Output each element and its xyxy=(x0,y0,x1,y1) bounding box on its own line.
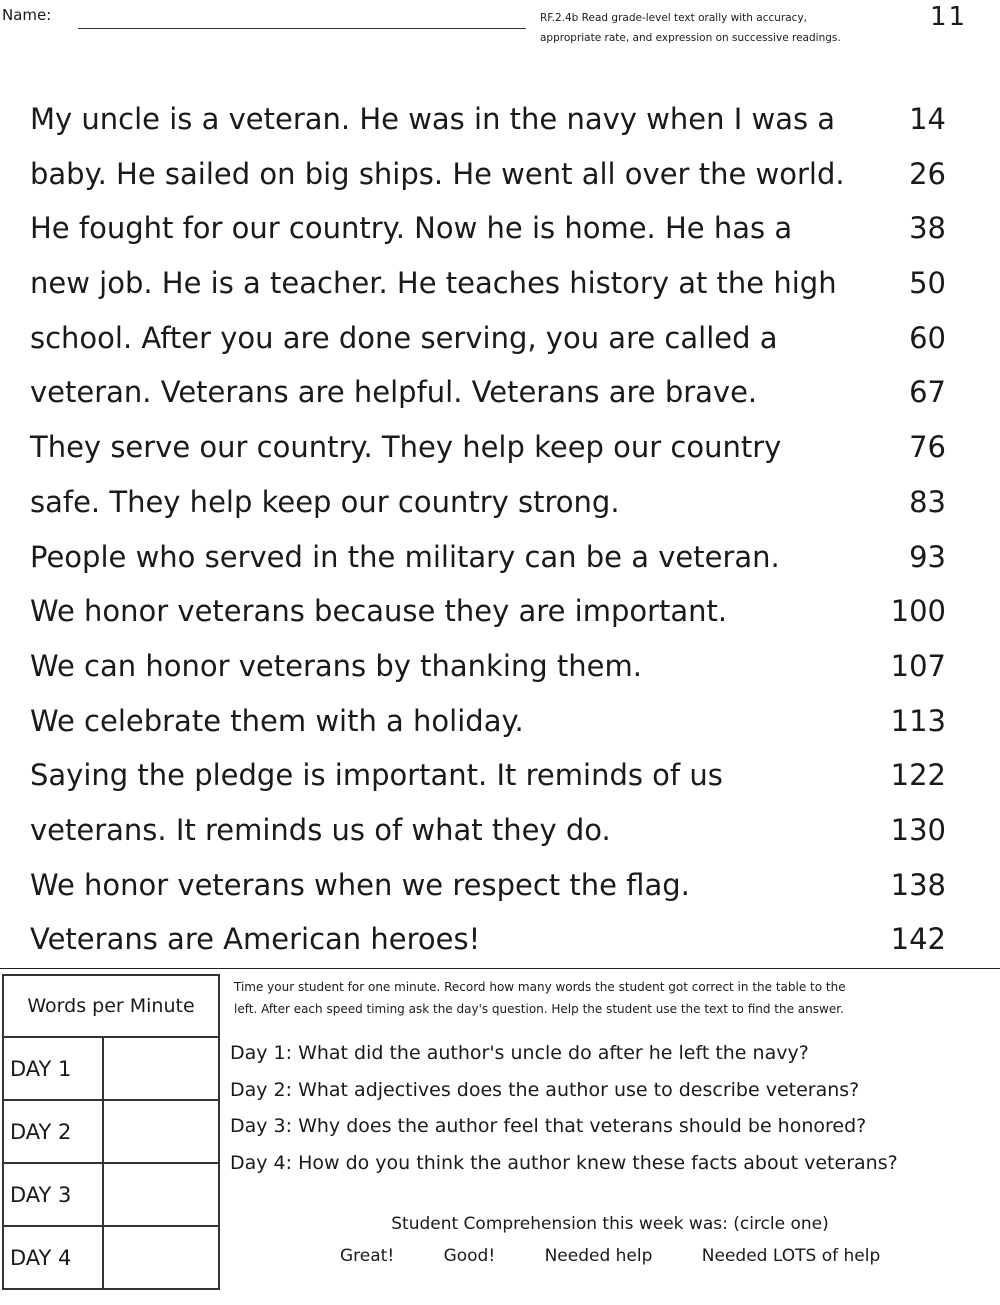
question-day-2: Day 2: What adjectives does the author use to describe veterans? xyxy=(230,1078,860,1101)
passage-line-text: safe. They help keep our country strong. xyxy=(30,484,620,519)
word-count: 138 xyxy=(890,867,946,902)
passage-line xyxy=(30,918,950,973)
passage-line xyxy=(30,262,950,317)
passage-line xyxy=(30,754,950,809)
passage-line-text: Veterans are American heroes! xyxy=(30,922,481,957)
passage-line-text: They serve our country. They help keep our country xyxy=(30,430,782,465)
passage-line-text: People who served in the military can be a veteran. xyxy=(30,539,780,574)
passage-line xyxy=(30,809,950,864)
passage-line-text: We honor veterans when we respect the flag. xyxy=(30,867,690,902)
standard-text xyxy=(540,8,940,48)
word-count: 67 xyxy=(909,375,946,410)
question-day-1: Day 1: What did the author's uncle do after he left the navy? xyxy=(230,1042,809,1064)
passage-line xyxy=(30,536,950,591)
daily-questions xyxy=(230,1038,990,1184)
worksheet-header xyxy=(0,0,1000,60)
word-count: 38 xyxy=(909,211,946,246)
passage-line xyxy=(30,645,950,700)
word-count: 76 xyxy=(909,430,946,465)
instructions-line-1: Time your student for one minute. Record how many words the student got correct in the table to the xyxy=(234,980,846,994)
table-row xyxy=(3,1100,219,1163)
section-divider xyxy=(0,968,1000,969)
passage-line-text: school. After you are done serving, you are called a xyxy=(30,320,778,355)
passage-line xyxy=(30,590,950,645)
page-number: 11 xyxy=(930,2,968,32)
word-count: 122 xyxy=(890,758,946,793)
option-good[interactable]: Good! xyxy=(443,1246,496,1266)
word-count: 107 xyxy=(890,648,946,683)
table-row xyxy=(3,1037,219,1100)
word-count: 83 xyxy=(909,484,946,519)
passage-line-text: veteran. Veterans are helpful. Veterans are brave. xyxy=(30,375,758,410)
name-input-line[interactable] xyxy=(78,28,526,29)
word-count: 50 xyxy=(909,266,946,301)
passage-line xyxy=(30,481,950,536)
wpm-entry-cell[interactable] xyxy=(103,1226,219,1289)
passage-line-text: We celebrate them with a holiday. xyxy=(30,703,524,738)
word-count: 130 xyxy=(890,812,946,847)
name-label: Name: xyxy=(2,6,52,24)
passage-line-text: veterans. It reminds us of what they do. xyxy=(30,812,611,847)
words-per-minute-table xyxy=(2,974,220,1290)
standard-line-2: appropriate rate, and expression on successive readings. xyxy=(540,32,841,44)
timing-instructions xyxy=(234,976,974,1020)
word-count: 14 xyxy=(909,102,946,136)
passage-line xyxy=(30,864,950,919)
wpm-entry-cell[interactable] xyxy=(103,1037,219,1100)
wpm-entry-cell[interactable] xyxy=(103,1163,219,1226)
question-day-3: Day 3: Why does the author feel that veterans should be honored? xyxy=(230,1115,867,1137)
word-count: 100 xyxy=(890,594,946,629)
comprehension-label: Student Comprehension this week was: (circle one) xyxy=(391,1214,829,1234)
day-label: DAY 4 xyxy=(3,1226,103,1289)
word-count: 93 xyxy=(909,539,946,574)
passage-line-text: My uncle is a veteran. He was in the navy when I was a xyxy=(30,102,836,136)
day-label: DAY 1 xyxy=(3,1037,103,1100)
option-needed-lots-of-help[interactable]: Needed LOTS of help xyxy=(701,1246,881,1266)
passage-line-text: Saying the pledge is important. It reminds of us xyxy=(30,758,723,793)
word-count: 60 xyxy=(909,320,946,355)
reading-passage xyxy=(30,98,950,973)
passage-line xyxy=(30,207,950,262)
passage-line xyxy=(30,153,950,208)
question-day-4: Day 4: How do you think the author knew these facts about veterans? xyxy=(230,1151,898,1174)
word-count: 26 xyxy=(909,156,946,191)
word-count: 113 xyxy=(890,703,946,738)
passage-line xyxy=(30,317,950,372)
table-header: Words per Minute xyxy=(3,975,219,1037)
passage-line xyxy=(30,426,950,481)
option-needed-help[interactable]: Needed help xyxy=(544,1246,653,1266)
option-great[interactable]: Great! xyxy=(340,1246,395,1266)
passage-line-text: new job. He is a teacher. He teaches history at the high xyxy=(30,266,837,301)
instructions-line-2: left. After each speed timing ask the day's question. Help the student use the text to find the answer. xyxy=(234,1002,844,1016)
comprehension-options xyxy=(340,1246,924,1266)
passage-line-text: baby. He sailed on big ships. He went all over the world. xyxy=(30,156,845,191)
passage-line xyxy=(30,371,950,426)
passage-line-text: We honor veterans because they are important. xyxy=(30,594,728,629)
passage-line-text: He fought for our country. Now he is home. He has a xyxy=(30,211,793,246)
word-count: 142 xyxy=(890,922,946,957)
day-label: DAY 2 xyxy=(3,1100,103,1163)
passage-line xyxy=(30,700,950,755)
table-row xyxy=(3,1226,219,1289)
table-row xyxy=(3,1163,219,1226)
table-header-row xyxy=(3,975,219,1037)
standard-line-1: RF.2.4b Read grade-level text orally with accuracy, xyxy=(540,12,807,24)
passage-line-text: We can honor veterans by thanking them. xyxy=(30,648,642,683)
passage-line xyxy=(30,98,950,153)
day-label: DAY 3 xyxy=(3,1163,103,1226)
wpm-entry-cell[interactable] xyxy=(103,1100,219,1163)
